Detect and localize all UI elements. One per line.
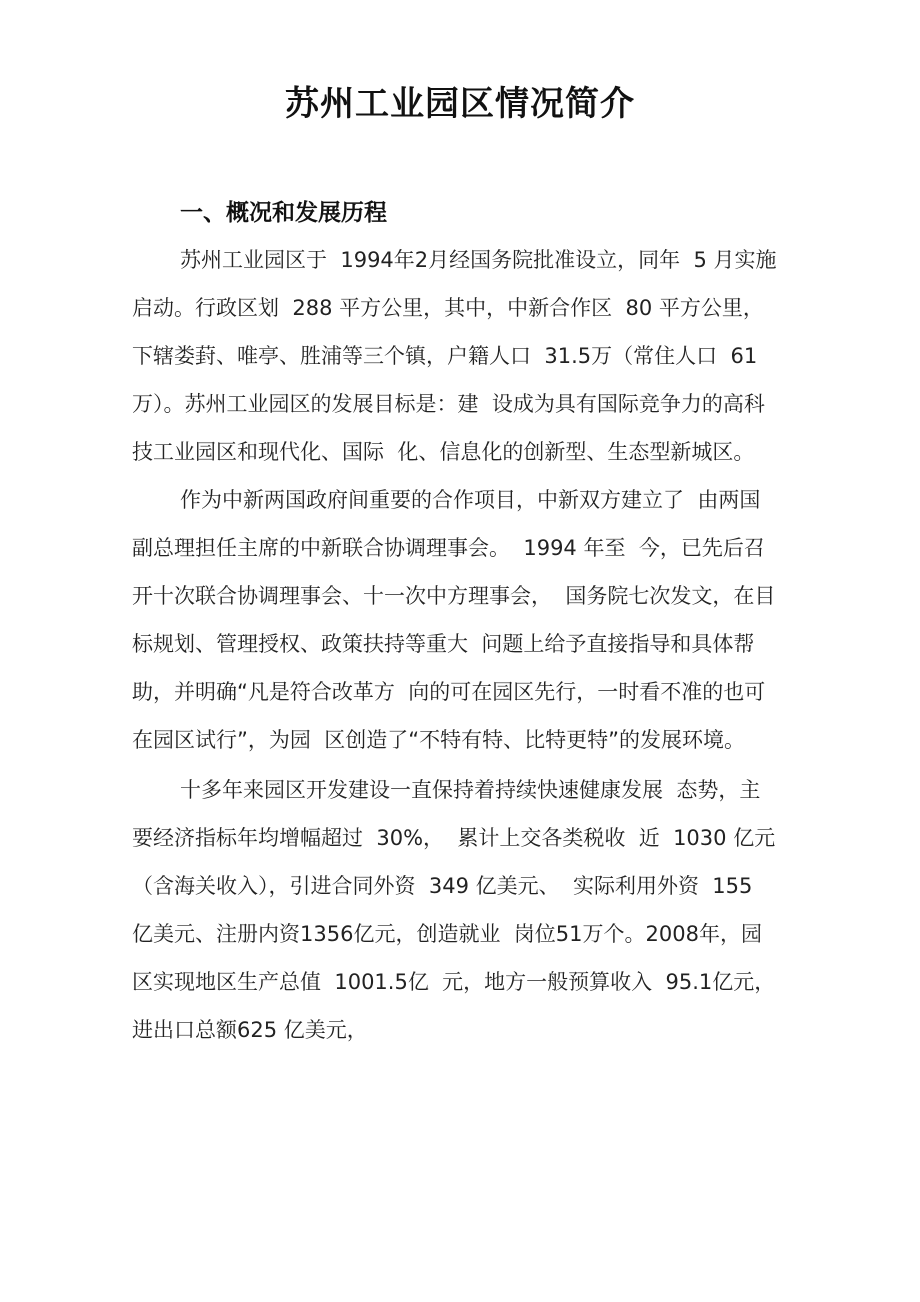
paragraph-line: 十多年来园区开发建设一直保持着持续快速健康发展 态势，主 [180, 778, 761, 802]
paragraph-line: 标规划、管理授权、政策扶持等重大 问题上给予直接指导和具体帮 [132, 632, 755, 656]
paragraph-line: 下辖娄葑、唯亭、胜浦等三个镇，户籍人口 31.5万（常住人口 61 [132, 344, 758, 368]
paragraph-line: 进出口总额625 亿美元， [132, 1018, 368, 1042]
paragraph-line: 副总理担任主席的中新联合协调理事会。 1994 年至 今，已先后召 [132, 536, 765, 560]
paragraph-line: 在园区试行”，为园 区创造了“不特有特、比特更特”的发展环境。 [132, 728, 745, 752]
section-heading: 一、概况和发展历程 [180, 200, 387, 226]
paragraph-line: 助，并明确“凡是符合改革方 向的可在园区先行，一时看不准的也可 [132, 680, 766, 704]
paragraph-line: 区实现地区生产总值 1001.5亿 元，地方一般预算收入 95.1亿元， [132, 970, 776, 994]
paragraph-line: 亿美元、注册内资1356亿元，创造就业 岗位51万个。2008年，园 [132, 922, 762, 946]
paragraph-line: 苏州工业园区于 1994年2月经国务院批准设立，同年 5 月实施 [180, 248, 777, 272]
paragraph-line: 作为中新两国政府间重要的合作项目，中新双方建立了 由两国 [180, 488, 761, 512]
paragraph-line: （含海关收入），引进合同外资 349 亿美元、 实际利用外资 155 [132, 874, 753, 898]
paragraph-line: 万）。苏州工业园区的发展目标是：建 设成为具有国际竞争力的高科 [132, 392, 765, 416]
document-title: 苏州工业园区情况简介 [285, 84, 635, 124]
paragraph-line: 要经济指标年均增幅超过 30%， 累计上交各类税收 近 1030 亿元 [132, 826, 776, 850]
paragraph-line: 开十次联合协调理事会、十一次中方理事会， 国务院七次发文，在目 [132, 584, 776, 608]
paragraph-line: 技工业园区和现代化、国际 化、信息化的创新型、生态型新城区。 [132, 440, 755, 464]
paragraph-line: 启动。行政区划 288 平方公里，其中，中新合作区 80 平方公里， [132, 296, 764, 320]
